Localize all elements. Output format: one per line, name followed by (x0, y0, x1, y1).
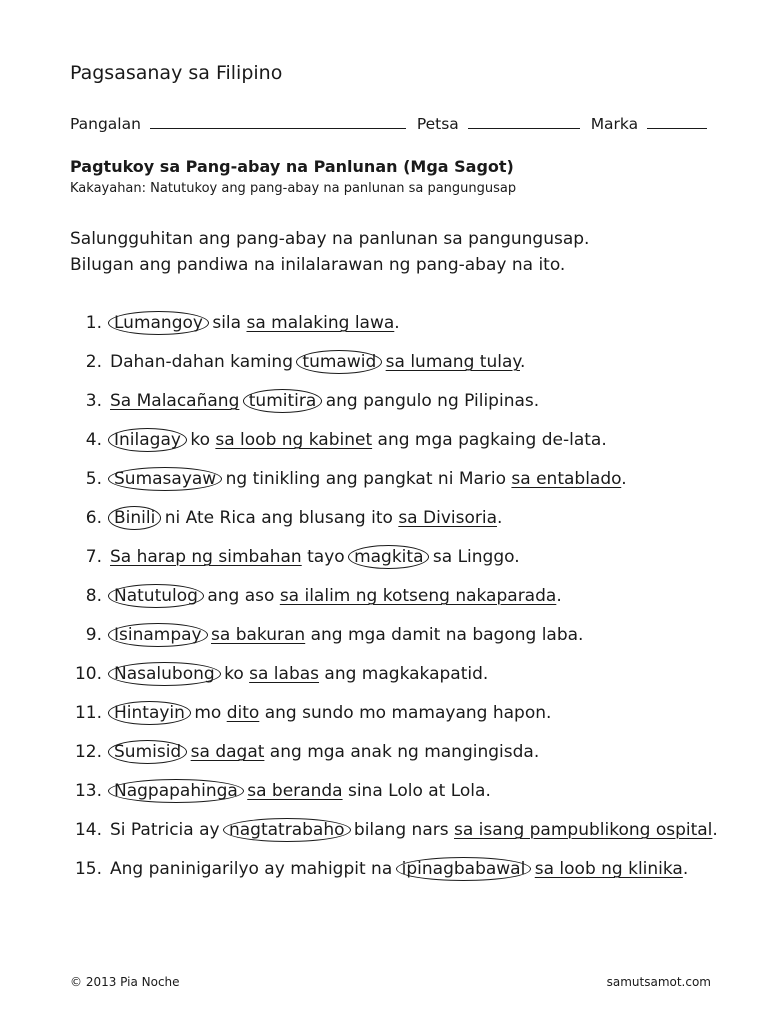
item-number: 14. (74, 820, 102, 840)
item-number: 9. (85, 625, 102, 645)
sentence-text: Ang paninigarilyo ay mahigpit na (110, 859, 398, 879)
adverb-of-place-underlined: Sa Malacañang (110, 391, 240, 411)
section-title: Pagtukoy sa Pang-abay na Panlunan (Mga Sagot) (70, 157, 514, 176)
exercise-item (64, 427, 724, 453)
score-blank (647, 114, 707, 129)
exercise-item (64, 310, 724, 336)
sentence-text: Si Patricia ay (110, 820, 225, 840)
student-info-fields (70, 114, 713, 133)
sentence-text: sina Lolo at Lola. (342, 781, 491, 801)
adverb-of-place-underlined: dito (226, 703, 260, 723)
verb-circled: Natutulog (108, 584, 204, 608)
sentence-text: ang pangulo ng Pilipinas. (320, 391, 540, 411)
sentence-text: sa Linggo. (427, 547, 520, 567)
copyright-text: © 2013 Pia Noche (70, 975, 180, 989)
verb-circled: Binili (108, 506, 161, 530)
sentence-text: Dahan-dahan kaming (110, 352, 299, 372)
item-number: 5. (85, 469, 102, 489)
item-number: 2. (85, 352, 102, 372)
adverb-of-place-underlined: sa loob ng klinika (534, 859, 683, 879)
sentence-text: ang mga anak ng mangingisda. (264, 742, 540, 762)
item-number: 12. (74, 742, 102, 762)
instruction-line-1: Salungguhitan ang pang-abay na panlunan sa pangungusap. (70, 229, 590, 249)
sentence-text: . (497, 508, 503, 528)
adverb-of-place-underlined: sa isang pampublikong ospital (454, 820, 713, 840)
verb-circled: Lumangoy (108, 311, 209, 335)
instructions (70, 226, 589, 278)
website-text: samutsamot.com (606, 975, 711, 989)
adverb-of-place-underlined: sa beranda (247, 781, 343, 801)
adverb-of-place-underlined: sa Divisoria (398, 508, 497, 528)
item-number: 15. (74, 859, 102, 879)
exercise-item (64, 700, 724, 726)
name-label: Pangalan (70, 115, 141, 133)
verb-circled: Inilagay (108, 428, 187, 452)
sentence-text: mo (188, 703, 227, 723)
adverb-of-place-underlined: sa dagat (190, 742, 265, 762)
item-number: 4. (85, 430, 102, 450)
verb-circled: nagtatrabaho (223, 818, 351, 842)
exercise-item (64, 505, 724, 531)
exercise-item (64, 739, 724, 765)
verb-circled: Isinampay (108, 623, 208, 647)
sentence-text: . (682, 859, 689, 879)
adverb-of-place-underlined: sa lumang tulay (385, 352, 520, 372)
verb-circled: Nasalubong (108, 662, 221, 686)
item-number: 7. (85, 547, 102, 567)
item-number: 10. (74, 664, 102, 684)
item-number: 13. (74, 781, 102, 801)
sentence-text: ang mga damit na bagong laba. (305, 625, 584, 645)
exercise-item (64, 817, 724, 843)
adverb-of-place-underlined: sa loob ng kabinet (215, 430, 373, 450)
exercise-item (64, 349, 724, 375)
score-label: Marka (590, 115, 639, 133)
instruction-line-2: Bilugan ang pandiwa na inilalarawan ng pang-abay na ito. (70, 255, 566, 275)
worksheet-title: Pagsasanay sa Filipino (70, 62, 283, 84)
adverb-of-place-underlined: Sa harap ng simbahan (110, 547, 302, 567)
sentence-text: . (556, 586, 562, 606)
adverb-of-place-underlined: sa ilalim ng kotseng nakaparada (279, 586, 557, 606)
sentence-text: ni Ate Rica ang blusang ito (159, 508, 399, 528)
sentence-text: . (621, 469, 627, 489)
sentence-text: sila (206, 313, 247, 333)
exercise-item (64, 388, 724, 414)
sentence-text: ang sundo mo mamayang hapon. (259, 703, 552, 723)
adverb-of-place-underlined: sa labas (249, 664, 320, 684)
verb-circled: tumitira (243, 389, 323, 413)
exercise-item (64, 778, 724, 804)
sentence-text: . (712, 820, 718, 840)
verb-circled: Sumisid (108, 740, 187, 764)
exercise-item (64, 544, 724, 570)
sentence-text: ang magkakapatid. (319, 664, 489, 684)
adverb-of-place-underlined: sa entablado (511, 469, 622, 489)
date-blank (468, 114, 580, 129)
sentence-text: ko (184, 430, 216, 450)
exercise-item (64, 583, 724, 609)
sentence-text: ang aso (201, 586, 280, 606)
sentence-text: tayo (301, 547, 351, 567)
exercise-item (64, 661, 724, 687)
exercise-list (64, 310, 724, 895)
verb-circled: Sumasayaw (108, 467, 222, 491)
sentence-text: ko (218, 664, 250, 684)
verb-circled: Hintayin (108, 701, 191, 725)
sentence-text: ng tinikling ang pangkat ni Mario (220, 469, 512, 489)
verb-circled: Nagpapahinga (108, 779, 244, 803)
verb-circled: ipinagbabawal (396, 857, 532, 881)
sentence-text: . (520, 352, 526, 372)
item-number: 6. (85, 508, 102, 528)
name-blank (150, 114, 406, 129)
item-number: 3. (85, 391, 102, 411)
verb-circled: magkita (348, 545, 429, 569)
exercise-item (64, 466, 724, 492)
verb-circled: tumawid (296, 350, 382, 374)
item-number: 1. (85, 313, 102, 333)
item-number: 8. (85, 586, 102, 606)
exercise-item (64, 856, 724, 882)
exercise-item (64, 622, 724, 648)
sentence-text: ang mga pagkaing de-lata. (372, 430, 607, 450)
skill-description: Kakayahan: Natutukoy ang pang-abay na panlunan sa pangungusap (70, 181, 517, 196)
sentence-text: bilang nars (348, 820, 454, 840)
adverb-of-place-underlined: sa bakuran (211, 625, 306, 645)
adverb-of-place-underlined: sa malaking lawa (246, 313, 395, 333)
date-label: Petsa (416, 115, 459, 133)
sentence-text: . (394, 313, 400, 333)
item-number: 11. (74, 703, 102, 723)
